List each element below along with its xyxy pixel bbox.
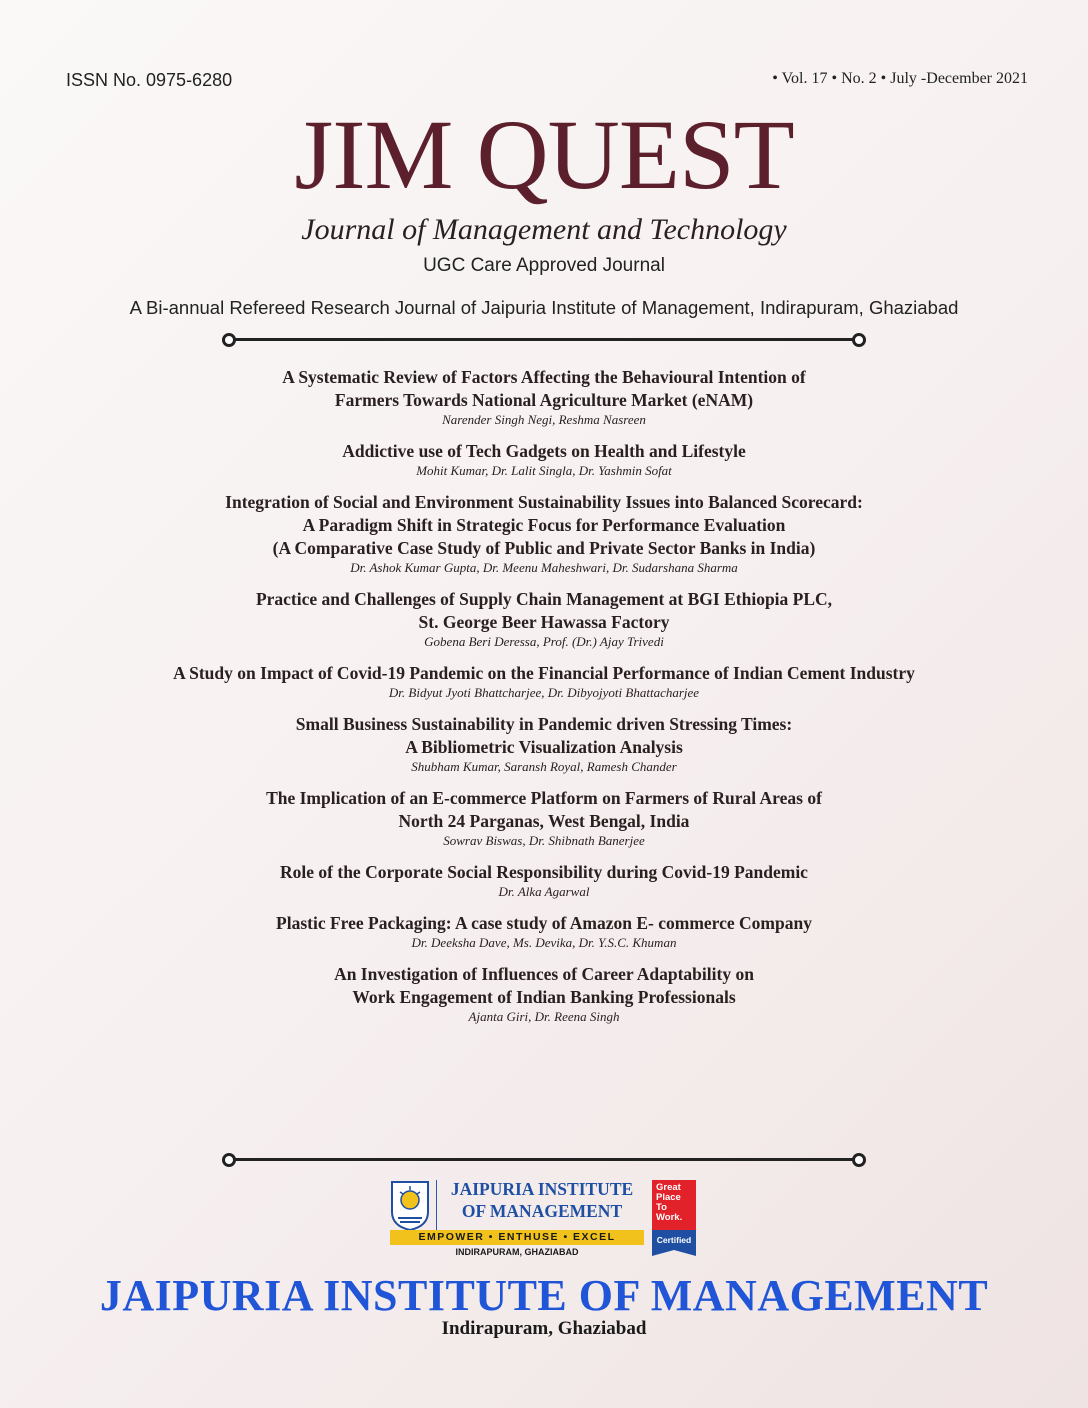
article-authors: Gobena Beri Deressa, Prof. (Dr.) Ajay Trivedi	[424, 634, 664, 649]
article-title: Integration of Social and Environment Sustainability Issues into Balanced Scorecard: A Paradigm Shift in Strategic Focus for Performance Evaluation (A Comparative Case Study of Public and Private Sector Banks in India)	[225, 492, 863, 558]
article-authors: Dr. Bidyut Jyoti Bhattcharjee, Dr. Dibyojyoti Bhattacharjee	[388, 685, 700, 700]
article-item	[40, 861, 1048, 900]
article-authors: Dr. Ashok Kumar Gupta, Dr. Meenu Maheshwari, Dr. Sudarshana Sharma	[350, 560, 738, 575]
badge-ribbon-tail	[652, 1250, 696, 1256]
article-title: Small Business Sustainability in Pandemic driven Stressing Times: A Bibliometric Visualization Analysis	[295, 714, 793, 757]
institute-name: JAIPURIA INSTITUTE OF MANAGEMENT	[99, 1271, 989, 1320]
divider-dot-right	[852, 333, 866, 347]
logo-institute-name: JAIPURIA INSTITUTE OF MANAGEMENT	[450, 1179, 634, 1221]
article-authors: Mohit Kumar, Dr. Lalit Singla, Dr. Yashmin Sofat	[416, 463, 672, 478]
article-item	[40, 963, 1048, 1025]
badge-certified: Certified	[652, 1230, 696, 1250]
great-place-to-work-badge	[652, 1180, 696, 1256]
journal-title: JIM QUEST	[294, 99, 794, 210]
approval-note: UGC Care Approved Journal	[423, 255, 665, 276]
badge-title: Great Place To Work.	[652, 1180, 696, 1230]
article-authors: Ajanta Giri, Dr. Reena Singh	[468, 1009, 620, 1024]
article-authors: Dr. Alka Agarwal	[498, 884, 590, 899]
article-authors: Shubham Kumar, Saransh Royal, Ramesh Chander	[411, 759, 677, 774]
bottom-divider	[222, 1152, 866, 1168]
institute-logo	[388, 1178, 700, 1264]
article-item	[40, 588, 1048, 650]
article-item	[40, 912, 1048, 951]
article-list	[40, 366, 1048, 1037]
article-title: Practice and Challenges of Supply Chain Management at BGI Ethiopia PLC, St. George Beer Hawassa Factory	[255, 589, 833, 632]
article-item	[40, 662, 1048, 701]
journal-subtitle: Journal of Management and Technology	[301, 213, 787, 246]
article-item	[40, 787, 1048, 849]
volume-info: • Vol. 17 • No. 2 • July -December 2021	[772, 70, 1028, 87]
logo-location: INDIRAPURAM, GHAZIABAD	[455, 1247, 579, 1257]
article-title: An Investigation of Influences of Career Adaptability on Work Engagement of Indian Banking Professionals	[334, 964, 754, 1007]
article-title: Addictive use of Tech Gadgets on Health and Lifestyle	[342, 441, 746, 461]
divider-dot-left	[222, 1153, 236, 1167]
logo-tagline: EMPOWER • ENTHUSE • EXCEL	[390, 1230, 644, 1245]
institute-location: Indirapuram, Ghaziabad	[441, 1318, 647, 1339]
article-item	[40, 491, 1048, 576]
article-title: A Systematic Review of Factors Affecting the Behavioural Intention of Farmers Towards National Agriculture Market (eNAM)	[282, 367, 806, 410]
article-authors: Narender Singh Negi, Reshma Nasreen	[442, 412, 646, 427]
article-item	[40, 713, 1048, 775]
institute-emblem-icon	[388, 1178, 432, 1232]
divider-line	[230, 1158, 858, 1161]
article-title: The Implication of an E-commerce Platform on Farmers of Rural Areas of North 24 Parganas, West Bengal, India	[266, 788, 822, 831]
article-authors: Sowrav Biswas, Dr. Shibnath Banerjee	[443, 833, 645, 848]
top-divider	[222, 332, 866, 348]
journal-description: A Bi-annual Refereed Research Journal of Jaipuria Institute of Management, Indirapuram, Ghaziabad	[129, 297, 959, 318]
article-title: Plastic Free Packaging: A case study of Amazon E- commerce Company	[276, 913, 812, 933]
divider-line	[230, 338, 858, 341]
article-title: Role of the Corporate Social Responsibility during Covid-19 Pandemic	[280, 862, 808, 882]
article-authors: Dr. Deeksha Dave, Ms. Devika, Dr. Y.S.C. Khuman	[411, 935, 677, 950]
divider-dot-right	[852, 1153, 866, 1167]
issn-number: ISSN No. 0975-6280	[66, 70, 233, 90]
logo-separator	[436, 1180, 437, 1230]
divider-dot-left	[222, 333, 236, 347]
article-title: A Study on Impact of Covid-19 Pandemic on the Financial Performance of Indian Cement Industry	[173, 663, 915, 683]
article-item	[40, 366, 1048, 428]
article-item	[40, 440, 1048, 479]
